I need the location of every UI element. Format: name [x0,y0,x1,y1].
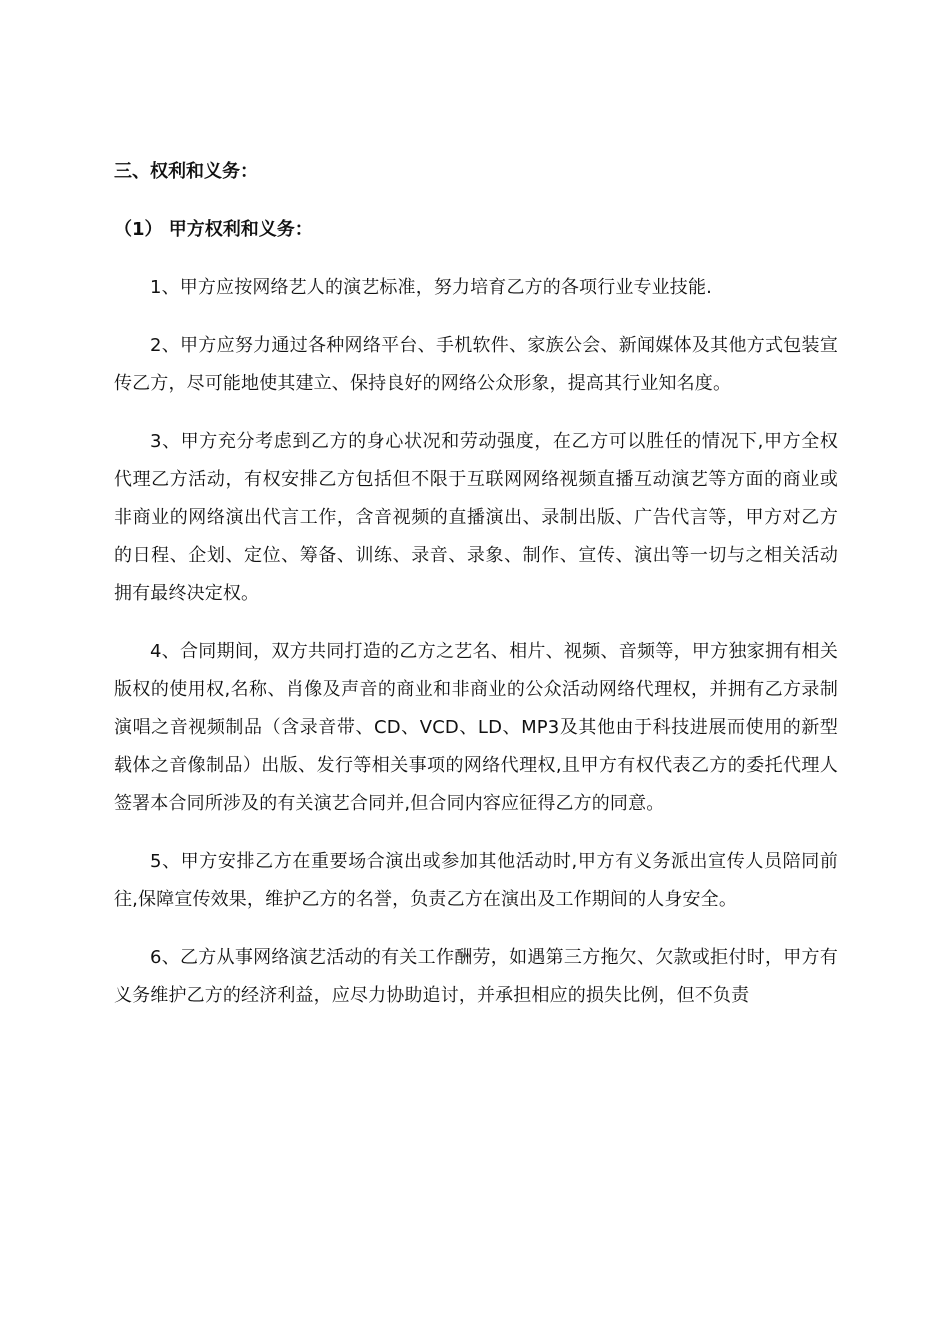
paragraph-3: 3、甲方充分考虑到乙方的身心状况和劳动强度，在乙方可以胜任的情况下,甲方全权代理乙方活动，有权安排乙方包括但不限于互联网网络视频直播互动演艺等方面的商业或非商业的网络演出代言工作，含音视频的直播演出、录制出版、广告代言等，甲方对乙方的日程、企划、定位、筹备、训练、录音、录象、制作、宣传、演出等一切与之相关活动拥有最终决定权。 [114,431,838,604]
paragraph-4: 4、合同期间，双方共同打造的乙方之艺名、相片、视频、音频等，甲方独家拥有相关版权的使用权,名称、肖像及声音的商业和非商业的公众活动网络代理权，并拥有乙方录制演唱之音视频制品（含录音带、CD、VCD、LD、MP3及其他由于科技进展而使用的新型载体之音像制品）出版、发行等相关事项的网络代理权,且甲方有权代表乙方的委托代理人签署本合同所涉及的有关演艺合同并,但合同内容应征得乙方的同意。 [114,641,838,814]
paragraph-6: 6、乙方从事网络演艺活动的有关工作酬劳，如遇第三方拖欠、欠款或拒付时，甲方有义务维护乙方的经济利益，应尽力协助追讨，并承担相应的损失比例，但不负责 [114,947,838,1006]
paragraph-5: 5、甲方安排乙方在重要场合演出或参加其他活动时,甲方有义务派出宣传人员陪同前往,保障宣传效果，维护乙方的名誉，负责乙方在演出及工作期间的人身安全。 [114,851,838,910]
document-body [114,132,838,1015]
paragraph-1: 1、甲方应按网络艺人的演艺标准，努力培育乙方的各项行业专业技能. [150,277,712,298]
subsection-title: （1） 甲方权利和义务： [114,219,313,240]
section-title: 三、权利和义务： [114,161,258,182]
paragraph-2: 2、甲方应努力通过各种网络平台、手机软件、家族公会、新闻媒体及其他方式包装宣传乙方，尽可能地使其建立、保持良好的网络公众形象，提高其行业知名度。 [114,335,838,394]
